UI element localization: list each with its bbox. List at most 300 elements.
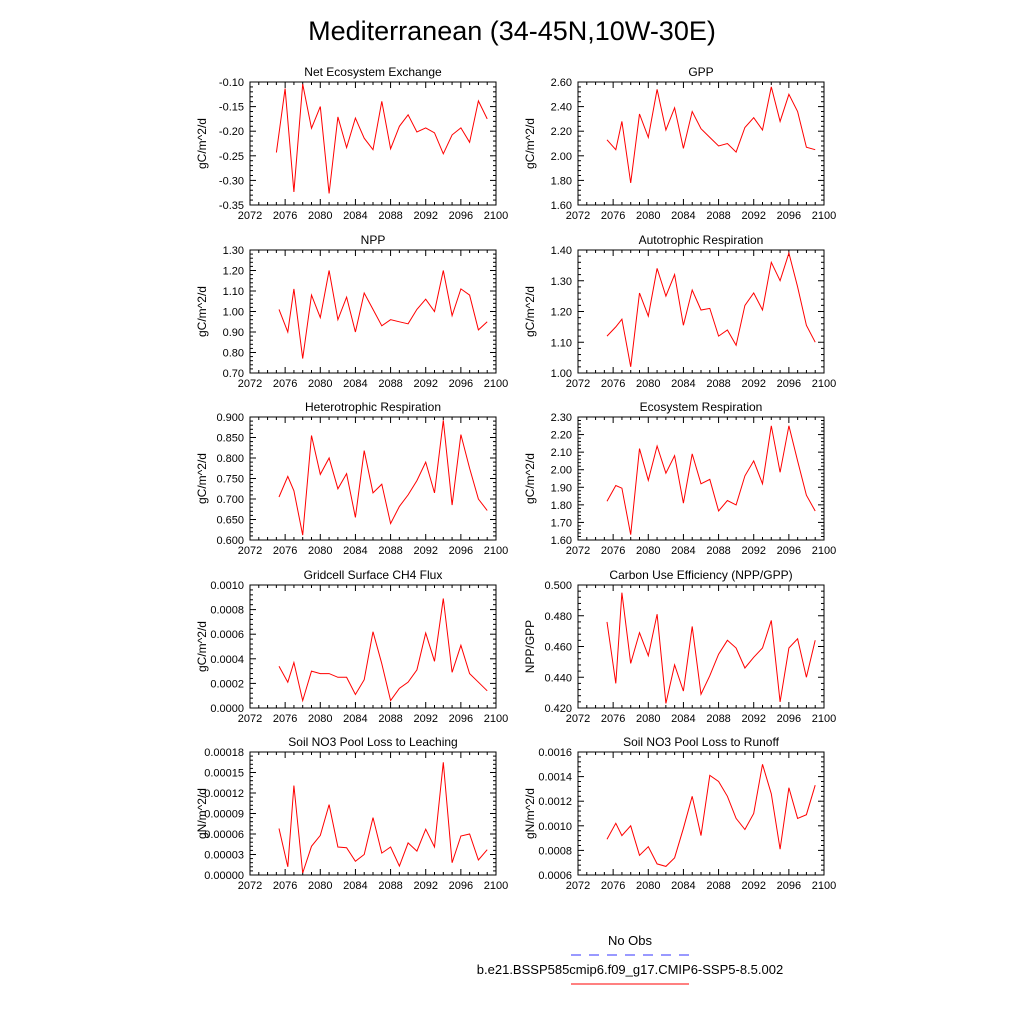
data-point	[381, 483, 383, 485]
y-tick-label: -0.35	[218, 200, 244, 212]
data-point	[788, 787, 790, 789]
x-tick-label: 2096	[776, 545, 802, 557]
data-point	[310, 845, 312, 847]
x-tick-label: 2084	[671, 545, 696, 557]
y-axis-label: gC/m^2/d	[195, 118, 209, 169]
x-tick-label: 2100	[483, 545, 509, 557]
x-tick-label: 2092	[413, 880, 438, 892]
data-point	[726, 329, 728, 331]
data-point	[354, 860, 356, 862]
data-point	[606, 500, 608, 502]
y-tick-label: 0.00018	[204, 747, 244, 759]
data-point	[302, 534, 304, 536]
data-point	[398, 321, 400, 323]
x-tick-label: 2072	[565, 880, 591, 892]
data-point	[796, 460, 798, 462]
data-point	[779, 701, 781, 703]
y-tick-label: 1.30	[550, 275, 572, 288]
data-point	[805, 676, 807, 678]
x-tick-label: 2072	[565, 545, 591, 557]
data-point	[717, 780, 719, 782]
y-tick-label: -0.30	[218, 175, 244, 188]
data-point	[805, 814, 807, 816]
data-point	[788, 647, 790, 649]
chart-title: Autotrophic Respiration	[638, 233, 764, 247]
data-point	[788, 425, 790, 427]
x-tick-label: 2092	[413, 545, 438, 557]
data-point	[310, 434, 312, 436]
y-tick-label: 1.70	[550, 517, 572, 530]
data-point	[293, 288, 295, 290]
x-tick-label: 2088	[378, 210, 403, 222]
x-tick-label: 2084	[343, 880, 368, 892]
x-tick-label: 2088	[706, 545, 731, 557]
x-tick-label: 2096	[448, 545, 474, 557]
y-tick-label: 1.20	[222, 265, 244, 278]
data-point	[744, 667, 746, 669]
data-point	[761, 647, 763, 649]
data-point	[735, 647, 737, 649]
data-point	[717, 145, 719, 147]
y-tick-label: 1.60	[550, 200, 572, 212]
data-point	[665, 865, 667, 867]
data-point	[363, 853, 365, 855]
data-point	[302, 83, 304, 85]
data-point	[363, 137, 365, 139]
y-tick-label: 0.500	[544, 580, 572, 592]
y-tick-label: 0.0010	[538, 820, 572, 833]
data-point	[700, 309, 702, 311]
y-tick-label: -0.20	[218, 126, 244, 139]
x-tick-label: 2096	[448, 713, 474, 725]
data-point	[814, 149, 816, 151]
x-tick-label: 2076	[600, 713, 626, 725]
y-tick-label: 0.0008	[538, 845, 572, 858]
chart-title: NPP	[360, 233, 386, 247]
chart-title: GPP	[688, 65, 714, 79]
data-point	[691, 110, 693, 112]
data-point	[621, 834, 623, 836]
y-tick-label: 1.00	[550, 368, 572, 380]
data-point	[788, 252, 790, 254]
data-point	[744, 304, 746, 306]
data-point	[709, 136, 711, 138]
data-point	[770, 619, 772, 621]
x-tick-label: 2100	[811, 713, 837, 725]
x-tick-label: 2076	[600, 378, 626, 390]
x-tick-label: 2072	[237, 210, 263, 222]
data-point	[398, 505, 400, 507]
y-tick-label: -0.10	[218, 77, 244, 89]
data-point	[717, 510, 719, 512]
data-point	[354, 117, 356, 119]
data-point	[319, 105, 321, 107]
x-tick-label: 2096	[448, 210, 474, 222]
y-tick-label: 0.0000	[210, 703, 244, 715]
data-point	[275, 151, 277, 153]
data-point	[337, 488, 339, 490]
data-point	[486, 118, 488, 120]
data-point	[345, 676, 347, 678]
x-tick-label: 2088	[378, 880, 403, 892]
data-point	[753, 292, 755, 294]
x-tick-label: 2096	[776, 880, 802, 892]
x-tick-label: 2076	[272, 713, 298, 725]
data-point	[761, 483, 763, 485]
data-point	[665, 472, 667, 474]
data-point	[425, 298, 427, 300]
data-point	[451, 134, 453, 136]
data-point	[433, 492, 435, 494]
x-tick-label: 2100	[483, 210, 509, 222]
data-point	[302, 357, 304, 359]
x-tick-label: 2076	[272, 378, 298, 390]
y-axis-label: gC/m^2/d	[195, 286, 209, 337]
data-point	[477, 329, 479, 331]
data-point	[606, 139, 608, 141]
x-tick-label: 2084	[671, 210, 696, 222]
chart-title: Heterotrophic Respiration	[304, 400, 442, 414]
data-point	[293, 784, 295, 786]
chart-title: Net Ecosystem Exchange	[304, 65, 442, 79]
data-point	[442, 153, 444, 155]
data-point	[328, 269, 330, 271]
x-tick-label: 2072	[237, 713, 263, 725]
data-point	[451, 504, 453, 506]
data-point	[477, 681, 479, 683]
data-point	[354, 693, 356, 695]
y-tick-label: 2.00	[550, 150, 572, 163]
data-point	[278, 496, 280, 498]
data-point	[425, 127, 427, 129]
data-point	[477, 100, 479, 102]
x-tick-label: 2088	[706, 713, 731, 725]
data-point	[460, 127, 462, 129]
figure-title: Mediterranean (34-45N,10W-30E)	[308, 16, 716, 46]
data-point	[442, 597, 444, 599]
y-tick-label: -0.25	[218, 150, 244, 163]
x-tick-label: 2100	[811, 210, 837, 222]
data-point	[319, 672, 321, 674]
data-point	[691, 453, 693, 455]
data-point	[630, 825, 632, 827]
data-point	[328, 672, 330, 674]
y-tick-label: 2.60	[550, 77, 572, 89]
data-point	[293, 490, 295, 492]
y-tick-label: 0.80	[222, 347, 244, 360]
x-tick-label: 2084	[343, 378, 368, 390]
data-point	[805, 324, 807, 326]
data-point	[337, 319, 339, 321]
data-point	[345, 472, 347, 474]
data-point	[606, 838, 608, 840]
data-point	[656, 445, 658, 447]
x-tick-label: 2100	[811, 378, 837, 390]
data-point	[389, 319, 391, 321]
data-point	[814, 341, 816, 343]
y-tick-label: 2.20	[550, 429, 572, 442]
y-tick-label: 2.20	[550, 126, 572, 139]
data-point	[726, 142, 728, 144]
y-tick-label: 0.0008	[210, 604, 244, 617]
x-tick-label: 2096	[776, 210, 802, 222]
x-tick-label: 2080	[308, 545, 333, 557]
data-point	[805, 494, 807, 496]
legend-model-label: b.e21.BSSP585cmip6.f09_g17.CMIP6-SSP5-8.5.002	[476, 962, 784, 977]
x-tick-label: 2096	[776, 378, 802, 390]
x-tick-label: 2076	[272, 210, 298, 222]
y-axis-label: gN/m^2/d	[195, 788, 209, 839]
data-point	[407, 842, 409, 844]
data-point	[779, 280, 781, 282]
x-tick-label: 2100	[483, 378, 509, 390]
data-point	[606, 335, 608, 337]
data-point	[486, 509, 488, 511]
data-point	[310, 670, 312, 672]
data-point	[293, 191, 295, 193]
data-point	[407, 323, 409, 325]
data-point	[744, 126, 746, 128]
data-point	[621, 592, 623, 594]
data-point	[700, 834, 702, 836]
data-point	[656, 267, 658, 269]
data-point	[630, 534, 632, 536]
x-tick-label: 2076	[600, 545, 626, 557]
data-point	[673, 273, 675, 275]
data-point	[682, 502, 684, 504]
data-point	[691, 625, 693, 627]
data-point	[796, 638, 798, 640]
data-point	[345, 847, 347, 849]
x-tick-label: 2072	[565, 210, 591, 222]
data-point	[682, 324, 684, 326]
data-point	[416, 669, 418, 671]
data-point	[389, 699, 391, 701]
data-point	[284, 87, 286, 89]
data-point	[615, 682, 617, 684]
x-tick-label: 2096	[776, 713, 802, 725]
x-tick-label: 2084	[343, 713, 368, 725]
chart-title: Soil NO3 Pool Loss to Runoff	[623, 735, 779, 749]
data-point	[761, 763, 763, 765]
data-point	[319, 316, 321, 318]
x-tick-label: 2072	[237, 545, 263, 557]
x-tick-label: 2092	[741, 880, 766, 892]
x-tick-label: 2072	[237, 378, 263, 390]
data-point	[407, 494, 409, 496]
data-point	[381, 852, 383, 854]
data-point	[726, 639, 728, 641]
data-point	[621, 318, 623, 320]
chart-title: Ecosystem Respiration	[639, 400, 763, 414]
data-point	[363, 449, 365, 451]
data-point	[363, 292, 365, 294]
data-point	[287, 475, 289, 477]
data-point	[451, 671, 453, 673]
data-point	[647, 655, 649, 657]
data-point	[630, 662, 632, 664]
data-point	[328, 192, 330, 194]
data-point	[753, 117, 755, 119]
y-tick-label: 1.60	[550, 535, 572, 547]
data-point	[416, 479, 418, 481]
data-point	[638, 632, 640, 634]
data-point	[468, 467, 470, 469]
y-axis-label: gC/m^2/d	[195, 621, 209, 672]
data-point	[656, 613, 658, 615]
x-tick-label: 2080	[636, 713, 661, 725]
data-point	[345, 296, 347, 298]
x-tick-label: 2092	[413, 713, 438, 725]
y-tick-label: 1.20	[550, 306, 572, 319]
data-point	[442, 419, 444, 421]
data-point	[700, 128, 702, 130]
x-tick-label: 2088	[378, 378, 403, 390]
data-point	[389, 148, 391, 150]
x-tick-label: 2072	[565, 713, 591, 725]
x-tick-label: 2092	[413, 378, 438, 390]
x-tick-label: 2084	[671, 880, 696, 892]
data-point	[744, 828, 746, 830]
y-tick-label: 1.90	[550, 482, 572, 495]
data-point	[779, 120, 781, 122]
data-point	[656, 863, 658, 865]
data-point	[796, 110, 798, 112]
y-tick-label: 1.30	[222, 245, 244, 257]
y-tick-label: 0.420	[544, 703, 572, 715]
y-tick-label: 1.40	[550, 245, 572, 257]
data-point	[287, 331, 289, 333]
x-tick-label: 2084	[671, 378, 696, 390]
x-tick-label: 2080	[308, 880, 333, 892]
data-point	[788, 93, 790, 95]
data-point	[615, 326, 617, 328]
data-point	[389, 846, 391, 848]
x-tick-label: 2084	[343, 210, 368, 222]
data-point	[647, 136, 649, 138]
data-point	[630, 182, 632, 184]
x-tick-label: 2100	[811, 880, 837, 892]
data-point	[486, 690, 488, 692]
data-point	[287, 866, 289, 868]
data-point	[665, 129, 667, 131]
y-tick-label: 1.80	[550, 499, 572, 512]
data-point	[477, 498, 479, 500]
data-point	[302, 872, 304, 874]
data-point	[647, 315, 649, 317]
y-tick-label: 0.800	[216, 453, 244, 465]
data-point	[407, 114, 409, 116]
data-point	[433, 660, 435, 662]
data-point	[293, 661, 295, 663]
data-point	[416, 131, 418, 133]
data-point	[630, 366, 632, 368]
data-point	[779, 471, 781, 473]
y-axis-label: NPP/GPP	[523, 619, 537, 674]
data-point	[796, 286, 798, 288]
data-point	[814, 510, 816, 512]
y-tick-label: 0.700	[216, 494, 244, 506]
data-point	[805, 146, 807, 148]
y-tick-label: 0.0006	[538, 870, 572, 882]
data-point	[398, 687, 400, 689]
y-tick-label: 0.00000	[204, 870, 244, 882]
data-point	[744, 475, 746, 477]
data-point	[416, 308, 418, 310]
data-point	[310, 127, 312, 129]
y-tick-label: 0.00012	[204, 788, 244, 800]
data-point	[425, 632, 427, 634]
data-point	[700, 483, 702, 485]
data-point	[814, 784, 816, 786]
data-point	[717, 335, 719, 337]
y-tick-label: 1.10	[550, 337, 572, 350]
y-tick-label: 2.40	[550, 101, 572, 114]
data-point	[425, 461, 427, 463]
data-point	[796, 817, 798, 819]
x-tick-label: 2076	[600, 880, 626, 892]
data-point	[372, 631, 374, 633]
data-point	[761, 309, 763, 311]
data-point	[615, 149, 617, 151]
data-point	[381, 663, 383, 665]
y-tick-label: 0.00015	[204, 767, 244, 780]
data-point	[278, 308, 280, 310]
x-tick-label: 2092	[741, 713, 766, 725]
data-point	[735, 817, 737, 819]
data-point	[779, 848, 781, 850]
x-tick-label: 2088	[378, 713, 403, 725]
data-point	[425, 828, 427, 830]
data-point	[709, 478, 711, 480]
data-point	[638, 447, 640, 449]
data-point	[770, 425, 772, 427]
data-point	[647, 479, 649, 481]
x-tick-label: 2080	[636, 378, 661, 390]
data-point	[814, 639, 816, 641]
data-point	[389, 522, 391, 524]
y-tick-label: 0.600	[216, 535, 244, 547]
data-point	[673, 664, 675, 666]
y-axis-label: gC/m^2/d	[523, 286, 537, 337]
x-tick-label: 2100	[483, 713, 509, 725]
data-point	[460, 433, 462, 435]
data-point	[416, 850, 418, 852]
data-point	[319, 473, 321, 475]
data-point	[673, 107, 675, 109]
x-tick-label: 2080	[636, 880, 661, 892]
data-point	[372, 816, 374, 818]
data-point	[638, 854, 640, 856]
data-point	[691, 795, 693, 797]
x-tick-label: 2080	[636, 545, 661, 557]
data-point	[682, 690, 684, 692]
data-point	[753, 812, 755, 814]
y-tick-label: -0.15	[218, 101, 244, 114]
x-tick-label: 2092	[741, 545, 766, 557]
data-point	[770, 86, 772, 88]
data-point	[726, 499, 728, 501]
x-tick-label: 2076	[600, 210, 626, 222]
y-tick-label: 0.0010	[210, 580, 244, 592]
y-axis-label: gC/m^2/d	[523, 118, 537, 169]
data-point	[381, 100, 383, 102]
data-point	[345, 146, 347, 148]
data-point	[460, 644, 462, 646]
y-tick-label: 0.0014	[538, 771, 572, 784]
y-tick-label: 0.900	[216, 412, 244, 424]
data-point	[647, 846, 649, 848]
